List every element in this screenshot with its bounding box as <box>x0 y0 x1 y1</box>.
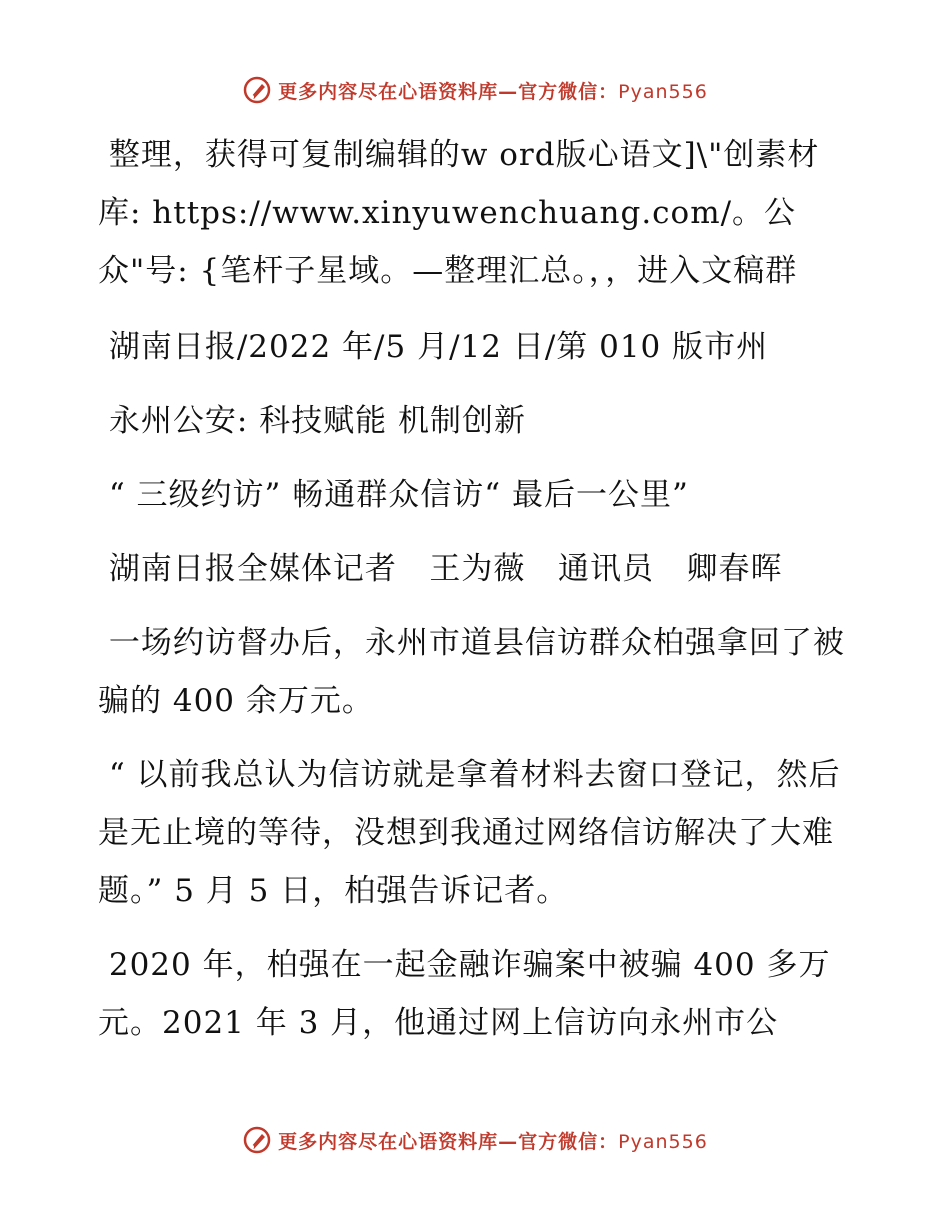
banner-text <box>278 1127 708 1154</box>
intro-paragraph: 整理，获得可复制编辑的w ord版心语文]\"创素材库: https://www.xinyuwenchuang.com/。公众"号: {笔杆子星域。—整理汇总。，，进入文稿群 <box>98 137 820 289</box>
header-banner <box>0 70 950 110</box>
banner-label: 更多内容尽在心语资料库—官方微信： <box>278 1130 619 1153</box>
pen-nib-logo-icon <box>242 1125 272 1155</box>
pen-nib-logo-icon <box>242 75 272 105</box>
paragraph-3: 2020 年，柏强在一起金融诈骗案中被骗 400 多万元。2021 年 3 月，他通过网上信访向永州市公 <box>98 947 831 1041</box>
wechat-id: Pyan556 <box>618 80 708 103</box>
article-title: 永州公安: 科技赋能 机制创新 <box>98 403 527 439</box>
document-body <box>98 126 858 1068</box>
banner-label: 更多内容尽在心语资料库—官方微信： <box>278 80 619 103</box>
source-line: 湖南日报/2022 年/5 月/12 日/第 010 版市州 <box>98 329 769 365</box>
wechat-id: Pyan556 <box>618 1130 708 1153</box>
article-subtitle: “ 三级约访” 畅通群众信访“ 最后一公里” <box>98 477 689 513</box>
paragraph-2: “ 以前我总认为信访就是拿着材料去窗口登记，然后是无止境的等待，没想到我通过网络信访解决了大难题。” 5 月 5 日，柏强告诉记者。 <box>98 757 841 909</box>
footer-banner <box>0 1120 950 1160</box>
byline: 湖南日报全媒体记者 王为薇 通讯员 卿春晖 <box>98 551 783 587</box>
paragraph-1: 一场约访督办后，永州市道县信访群众柏强拿回了被骗的 400 余万元。 <box>98 625 845 719</box>
banner-text <box>278 77 708 104</box>
